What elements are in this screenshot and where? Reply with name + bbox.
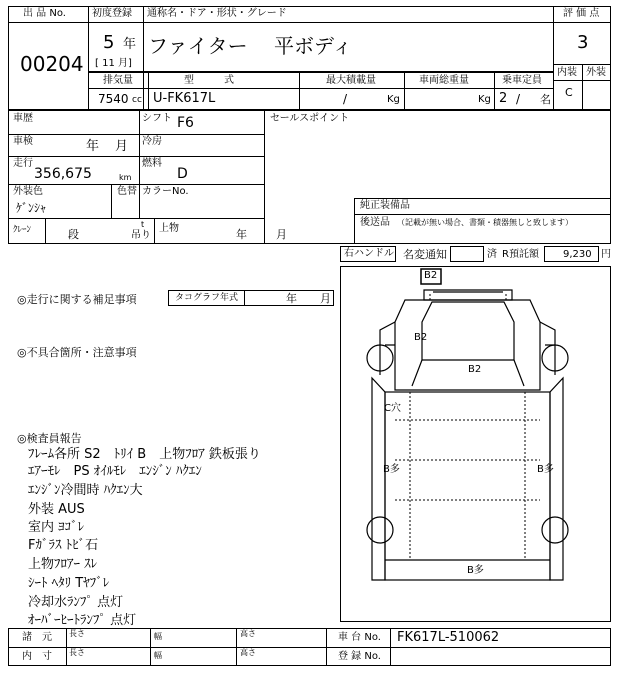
exterior-label: 外装: [586, 67, 606, 78]
diagram-label-cab-left: B2: [414, 332, 428, 343]
report-line: 上物ﾌﾛｱｰ ｽﾚ: [28, 557, 98, 572]
inspection-label: 車検: [13, 136, 33, 147]
crane-hook: 吊り: [131, 230, 151, 241]
crane-stage: 段: [68, 228, 79, 241]
displacement-label: 排気量: [103, 75, 133, 86]
kg-unit-1: Kg: [387, 94, 400, 105]
aftermarket-note: （記載が無い場合、書類・積器無しと致します）: [397, 218, 573, 227]
divider: [390, 628, 391, 666]
lot-no-label: 出 品 No.: [23, 8, 66, 19]
chassis-value: FK617L-510062: [397, 630, 500, 645]
tacho-year: 年: [286, 292, 297, 305]
deck-label: 上物: [159, 223, 179, 234]
fuel-label: 燃料: [142, 158, 162, 169]
divider: [8, 218, 265, 219]
aftermarket-label: 後送品: [360, 217, 390, 228]
divider: [8, 647, 611, 648]
rhd-label: 右ハンドル: [344, 248, 394, 259]
diagram-label-mirror: B2: [424, 270, 438, 281]
lot-no: 00204: [20, 52, 84, 76]
gross-weight-label: 車両総重量: [419, 75, 469, 86]
r-deposit-label: R預託額: [502, 249, 539, 260]
chassis-label: 車 台 No.: [338, 632, 381, 643]
report-line: 室内 ﾖｺﾞﾚ: [28, 520, 85, 535]
kg-unit-2: Kg: [478, 94, 491, 105]
r-deposit-value: 9,230: [563, 249, 592, 260]
model-value: U-FK617L: [153, 91, 216, 106]
divider: [553, 22, 611, 23]
divider: [88, 88, 554, 89]
divider: [66, 628, 67, 666]
report-line: 外装 AUS: [28, 502, 85, 517]
vehicle-name: ファイター 平ボディ: [148, 34, 353, 58]
width-label-2: 幅: [154, 651, 162, 660]
interior-score: C: [565, 86, 573, 99]
cc-unit: cc: [132, 95, 142, 105]
year-unit: 年: [123, 37, 137, 52]
model-label: 型 式: [184, 75, 234, 86]
width-label-1: 幅: [154, 632, 162, 641]
report-line: Fｶﾞﾗｽ ﾄﾋﾞ石: [28, 538, 99, 553]
color-value: ｹﾞﾝｼｬ: [16, 201, 47, 215]
crane-t: t: [141, 220, 145, 229]
length-label-2: 長さ: [69, 648, 85, 657]
diagram-label-cab: B2: [468, 364, 482, 375]
history-label: 車歴: [13, 113, 33, 124]
divider: [404, 72, 405, 110]
options-label: 純正装備品: [360, 200, 410, 211]
divider: [8, 156, 265, 157]
inspection-year: 年: [86, 139, 100, 154]
first-reg-year: 5: [103, 32, 115, 53]
divider: [45, 218, 46, 244]
divider: [354, 214, 611, 215]
divider: [8, 134, 265, 135]
inspection-month: 月: [115, 139, 129, 154]
divider: [111, 184, 112, 218]
score-label: 評 価 点: [563, 8, 600, 19]
name-change-label: 名変通知: [403, 248, 447, 261]
ac-label: 冷房: [142, 136, 162, 147]
divider: [8, 22, 89, 23]
divider: [139, 184, 140, 218]
inner-label: 内 寸: [22, 651, 52, 662]
first-reg-month: [ 11 月]: [95, 58, 132, 69]
km-unit: km: [119, 173, 132, 182]
report-line: ｴｱｰﾓﾚ PS ｵｲﾙﾓﾚ ｴﾝｼﾞﾝ ﾊｸｴﾝ: [28, 464, 202, 479]
color-label: 外装色: [13, 186, 43, 197]
divider: [354, 198, 611, 199]
report-line: 冷却水ﾗﾝﾌﾟ 点灯: [28, 595, 124, 610]
height-label-2: 高さ: [240, 648, 256, 657]
selling-points-label: セールスポイント: [270, 113, 350, 124]
length-label-1: 長さ: [69, 629, 85, 638]
yen-unit: 円: [601, 249, 611, 260]
displacement: 7540: [98, 92, 129, 106]
divider: [150, 628, 151, 666]
divider: [8, 184, 265, 185]
max-load-slash: /: [343, 92, 348, 106]
crane-label: ｸﾚｰﾝ: [13, 225, 32, 235]
shift-label: シフト: [142, 113, 172, 124]
divider: [494, 72, 495, 110]
reg-label: 登 録 No.: [338, 651, 381, 662]
divider: [88, 22, 554, 23]
report-line: ｵｰﾊﾞｰﾋｰﾄﾗﾝﾌﾟ 点灯: [28, 613, 137, 628]
diagram-label-rear: B多: [467, 565, 484, 576]
divider: [299, 72, 300, 110]
divider: [582, 64, 583, 110]
diagram-label-bed-left: C穴: [384, 403, 401, 414]
dims-label: 諸 元: [22, 632, 52, 643]
capacity-value: 2: [499, 91, 508, 106]
interior-label: 内装: [557, 67, 577, 78]
report-line: ｼｰﾄ ﾍﾀﾘ Tﾔﾌﾞﾚ: [28, 576, 110, 591]
divider: [354, 198, 355, 244]
inspector-label: ◎検査員報告: [17, 432, 82, 445]
diagram-label-left-side: B多: [383, 464, 400, 475]
divider: [236, 628, 237, 666]
diagram-label-right-side: B多: [537, 464, 554, 475]
divider: [139, 110, 140, 184]
score-value: 3: [577, 32, 589, 53]
divider: [244, 290, 245, 306]
divider: [326, 628, 327, 666]
capacity-slash: /: [516, 92, 521, 106]
mileage-label: 走行: [13, 158, 33, 169]
capacity-label: 乗車定員: [502, 75, 542, 86]
deck-year: 年: [236, 228, 247, 241]
report-line: ﾌﾚｰﾑ各所 S2 ﾄﾘｲ B 上物ﾌﾛｱ 鉄板張り: [28, 447, 261, 462]
color-code-label: カラーNo.: [142, 186, 189, 197]
defects-label: ◎不具合箇所・注意事項: [17, 346, 137, 359]
driving-remarks-label: ◎走行に関する補足事項: [17, 293, 137, 306]
color-change-label: 色替: [117, 186, 137, 197]
first-reg-label: 初度登録: [92, 8, 132, 19]
name-unit: 名: [540, 93, 551, 106]
name-change-box: [450, 246, 484, 262]
shift-value: F6: [177, 115, 194, 131]
tacho-label: タコグラフ年式: [175, 293, 239, 303]
deposit-label: 済: [487, 249, 497, 260]
deck-month: 月: [276, 228, 287, 241]
name-label: 通称名・ドア・形状・グレード: [147, 8, 287, 19]
mileage-value: 356,675: [34, 166, 92, 182]
divider: [148, 72, 149, 110]
report-line: ｴﾝｼﾞﾝ冷間時 ﾊｸｴﾝ大: [28, 483, 143, 498]
fuel-value: D: [177, 166, 188, 182]
tacho-month: 月: [320, 292, 331, 305]
height-label-1: 高さ: [240, 629, 256, 638]
divider: [154, 218, 155, 244]
max-load-label: 最大積載量: [326, 75, 376, 86]
